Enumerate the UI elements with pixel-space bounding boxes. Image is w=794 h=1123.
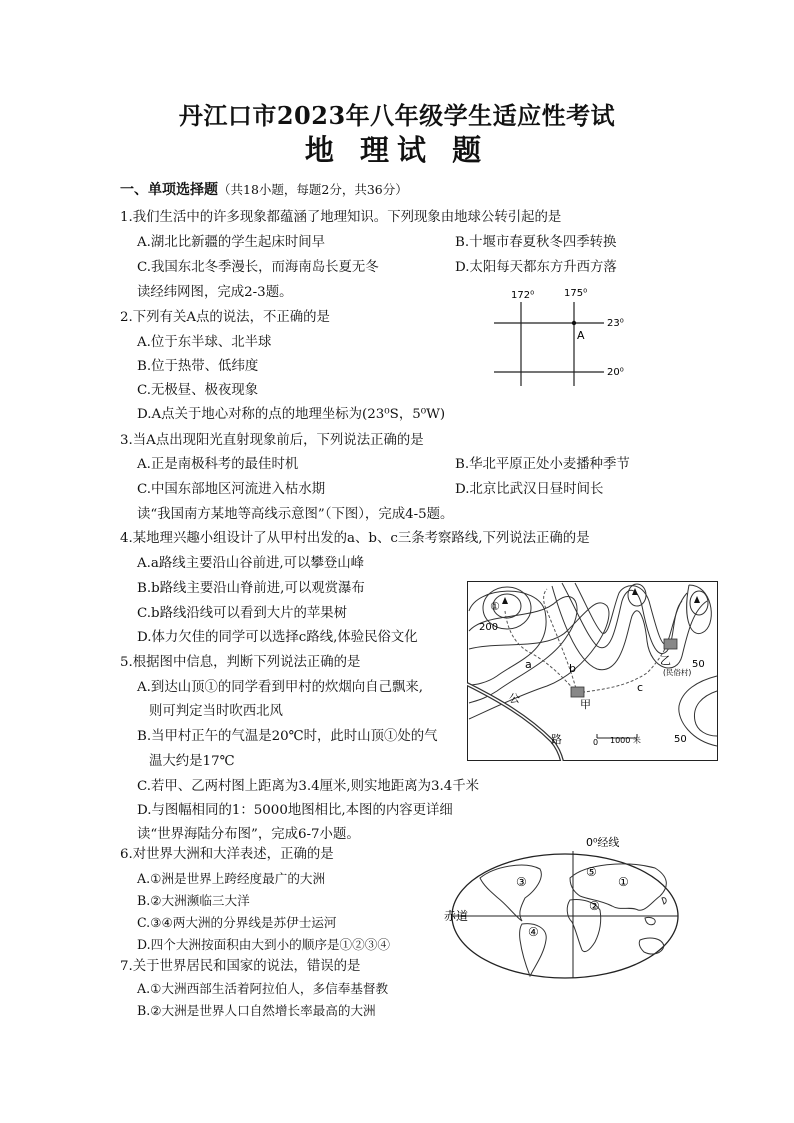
q1-stem: 1.我们生活中的许多现象都蕴涵了地理知识。下列现象由地球公转引起的是 — [120, 210, 562, 225]
q2-option-d: D.A点关于地心对称的点的地理坐标为(23⁰S，5⁰W) — [137, 407, 446, 422]
q3-option-a: A.正是南极科考的最佳时机 — [137, 457, 299, 472]
exam-title: 丹江口市2023年八年级学生适应性考试 — [178, 101, 616, 130]
lat-label-20: 20⁰ — [607, 367, 624, 378]
q5-option-a-line2: 则可判定当时吹西北风 — [149, 704, 283, 719]
q2-option-c: C.无极昼、极夜现象 — [137, 383, 259, 398]
q1-option-a: A.湖北比新疆的学生起床时间早 — [137, 235, 326, 250]
q4-option-b: B.b路线主要沿山脊前进,可以观赏瀑布 — [137, 581, 365, 596]
lat-lon-grid-map — [486, 284, 636, 388]
q6-option-b: B.②大洲濒临三大洋 — [137, 893, 250, 908]
q5-option-c: C.若甲、乙两村图上距离为3.4厘米,则实地距离为3.4千米 — [137, 779, 480, 794]
intro-q4-5: 读“我国南方某地等高线示意图”（下图），完成4-5题。 — [137, 507, 454, 522]
scale-zero-label: 0 — [593, 738, 599, 747]
q5-option-a-line1: A.到达山顶①的同学看到甲村的炊烟向自己飘来, — [137, 680, 423, 695]
scale-label: 1000 米 — [610, 736, 641, 745]
village-yi-label: 乙 — [660, 654, 671, 667]
route-b-label: b — [569, 662, 576, 675]
q3-option-b: B.华北平原正处小麦播种季节 — [455, 457, 630, 472]
q5-option-b-line1: B.当甲村正午的气温是20℃时，此时山顶①处的气 — [137, 729, 438, 744]
elevation-50-label-2: 50 — [674, 734, 687, 745]
contour-map — [467, 581, 718, 761]
q7-stem: 7.关于世界居民和国家的说法，错误的是 — [120, 959, 361, 974]
equator-label: 赤道 — [444, 909, 469, 923]
q3-option-d: D.北京比武汉日昼时间长 — [455, 482, 604, 497]
q4-option-a: A.a路线主要沿山谷前进,可以攀登山峰 — [137, 556, 365, 571]
q1-option-d: D.太阳每天都东方升西方落 — [455, 260, 617, 275]
village-yi-note: (民俗村) — [663, 668, 692, 677]
elevation-50-label: 50 — [692, 659, 705, 670]
q6-option-a: A.①洲是世界上跨经度最广的大洲 — [137, 871, 326, 886]
route-a-label: a — [525, 658, 532, 671]
road-label-2: 路 — [551, 733, 562, 746]
q1-option-b: B.十堰市春夏秋冬四季转换 — [455, 235, 617, 250]
q5-stem: 5.根据图中信息，判断下列说法正确的是 — [120, 655, 361, 670]
village-yi-marker — [664, 639, 677, 649]
lat-label-23: 23⁰ — [607, 318, 624, 329]
world-land-sea-map — [440, 836, 680, 994]
lon-label-172: 172⁰ — [511, 290, 535, 301]
continent-3-label: ③ — [516, 875, 527, 889]
section-heading — [120, 182, 408, 198]
q6-option-c: C.③④两大洲的分界线是苏伊士运河 — [137, 915, 337, 930]
prime-meridian-label: 0⁰经线 — [586, 836, 620, 849]
section-title: 一、单项选择题 — [120, 182, 218, 198]
village-jia-label: 甲 — [580, 698, 591, 711]
q2-stem: 2.下列有关A点的说法，不正确的是 — [120, 310, 330, 325]
continent-2-label: ② — [589, 899, 600, 913]
section-note: （共18小题，每题2分，共36分） — [218, 182, 408, 197]
route-c-label: c — [637, 681, 644, 694]
q4-stem: 4.某地理兴趣小组设计了从甲村出发的a、b、c三条考察路线,下列说法正确的是 — [120, 531, 590, 546]
peak-1-label: ① — [490, 600, 500, 613]
q4-option-d: D.体力欠佳的同学可以选择c路线,体验民俗文化 — [137, 630, 418, 645]
q7-option-a: A.①大洲西部生活着阿拉伯人，多信奉基督教 — [137, 981, 389, 996]
q7-option-b: B.②大洲是世界人口自然增长率最高的大洲 — [137, 1003, 376, 1018]
village-jia-marker — [571, 687, 584, 697]
q2-option-b: B.位于热带、低纬度 — [137, 359, 259, 374]
lon-label-175: 175⁰ — [564, 288, 588, 299]
q2-option-a: A.位于东半球、北半球 — [137, 335, 272, 350]
elevation-200-label: 200 — [479, 622, 499, 633]
q3-option-c: C.中国东部地区河流进入枯水期 — [137, 482, 326, 497]
point-a-label: A — [577, 329, 585, 342]
q5-option-b-line2: 温大约是17℃ — [149, 754, 235, 769]
q1-option-c: C.我国东北冬季漫长，而海南岛长夏无冬 — [137, 260, 379, 275]
continent-5-label: ⑤ — [586, 865, 597, 879]
continent-4-label: ④ — [528, 925, 539, 939]
q3-stem: 3.当A点出现阳光直射现象前后，下列说法正确的是 — [120, 433, 424, 448]
intro-q6-7: 读“世界海陆分布图”，完成6-7小题。 — [137, 827, 360, 842]
q4-option-c: C.b路线沿线可以看到大片的苹果树 — [137, 606, 348, 621]
continent-1-label: ① — [618, 875, 629, 889]
q6-option-d: D.四个大洲按面积由大到小的顺序是①②③④ — [137, 937, 390, 952]
intro-q2-3: 读经纬网图，完成2-3题。 — [137, 285, 293, 300]
subject-title: 地 理试 题 — [304, 133, 490, 167]
road-label-1: 公 — [509, 692, 520, 705]
q6-stem: 6.对世界大洲和大洋表述，正确的是 — [120, 847, 334, 862]
q5-option-d: D.与图幅相同的1：5000地图相比,本图的内容更详细 — [137, 803, 453, 818]
